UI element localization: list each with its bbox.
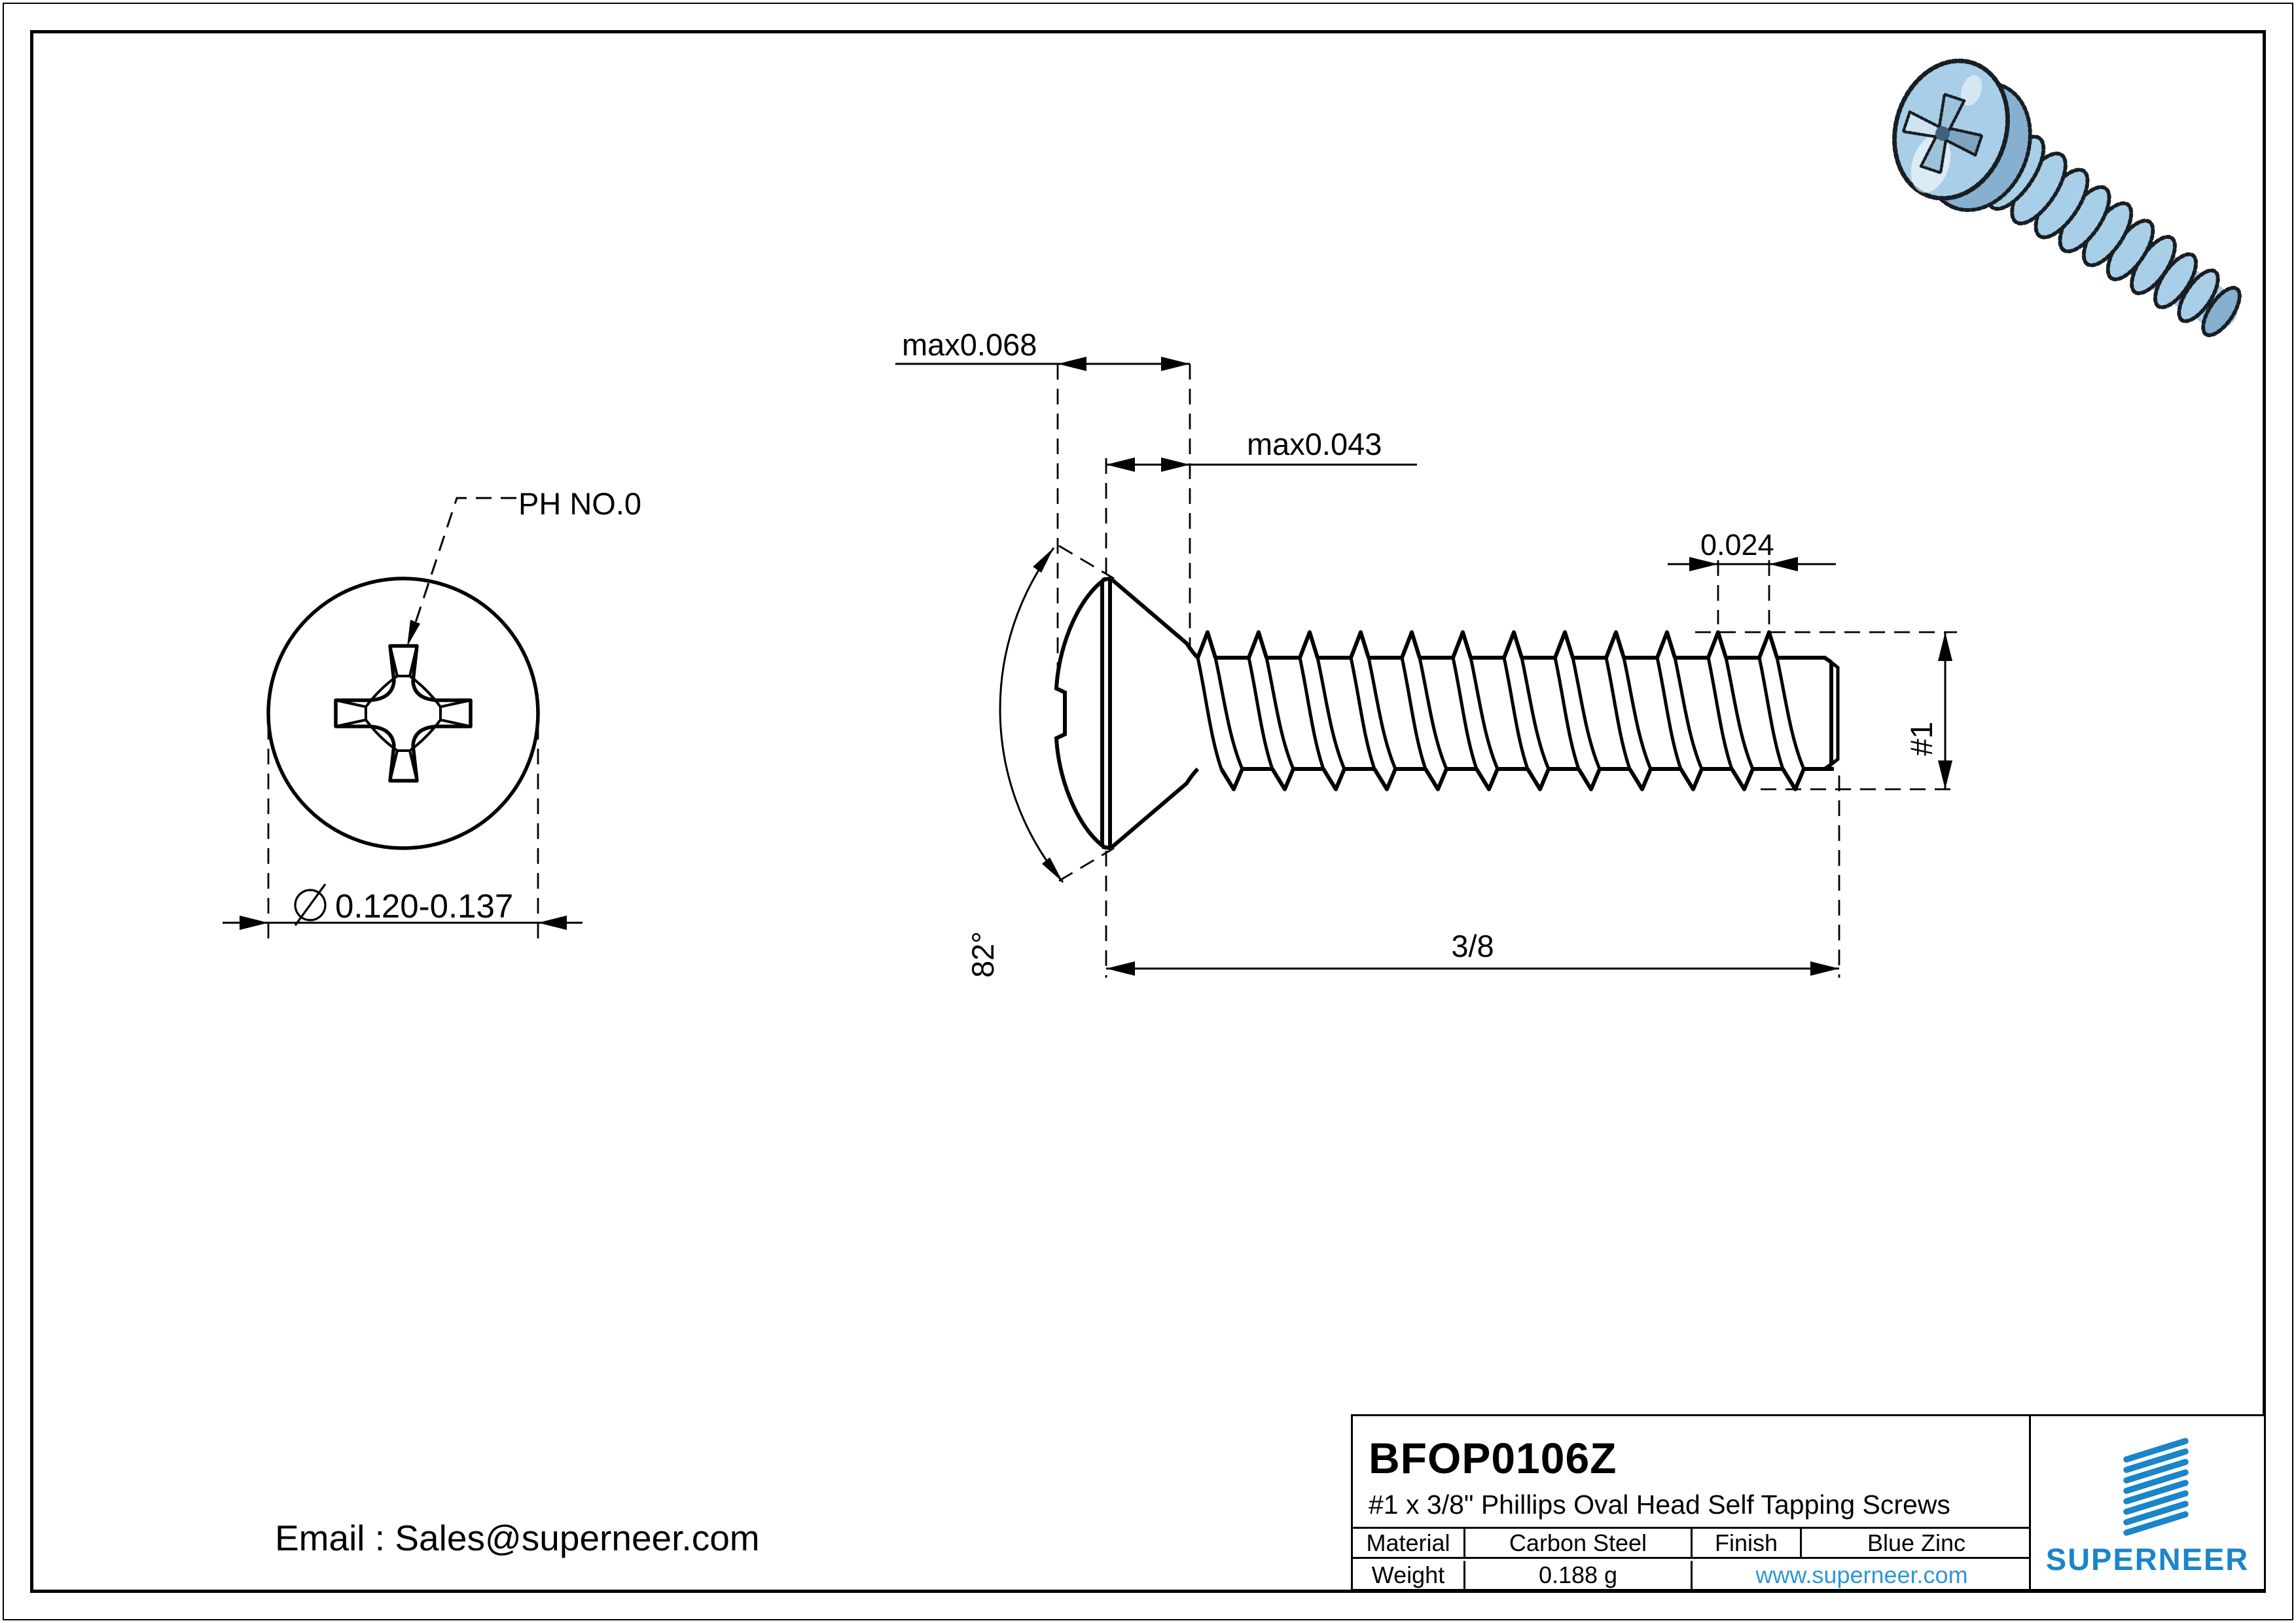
website-link[interactable]: www.superneer.com	[1755, 1561, 1968, 1588]
material-row	[1353, 1529, 2031, 1559]
diameter-value: 0.120-0.137	[335, 887, 514, 925]
phillips-recess-chamfers	[336, 646, 471, 781]
weight-value: 0.188 g	[1463, 1561, 1691, 1589]
part-description: #1 x 3/8" Phillips Oval Head Self Tapping Screws	[1369, 1489, 1950, 1520]
leader-arrowhead	[407, 620, 420, 647]
finish-label: Finish	[1691, 1529, 1800, 1557]
weight-label: Weight	[1371, 1561, 1445, 1588]
front-view	[223, 486, 641, 946]
head-angle-label: 82°	[965, 931, 1000, 978]
head-side-height-label: max0.043	[1247, 427, 1382, 461]
head-side-height-dimension	[1106, 427, 1417, 978]
head-angle-dimension	[965, 546, 1114, 978]
head-outline-circle	[268, 579, 538, 848]
major-diameter-label: #1	[1904, 721, 1939, 756]
head-height-dimension	[895, 327, 1190, 688]
part-number: BFOP0106Z	[1369, 1434, 1617, 1482]
website-cell	[1691, 1561, 2031, 1589]
superneer-logo-icon	[2117, 1435, 2195, 1543]
length-dimension	[1106, 776, 1839, 978]
pitch-dimension	[1668, 528, 1836, 624]
recess-label: PH NO.0	[518, 486, 642, 521]
length-label: 3/8	[1451, 929, 1494, 963]
diameter-symbol-icon	[295, 884, 325, 925]
phillips-recess-outline	[336, 646, 471, 781]
recess-leader	[407, 498, 516, 647]
thread-profile	[1198, 632, 1838, 789]
weight-row	[1353, 1561, 2031, 1589]
email-contact: Email : Sales@superneer.com	[275, 1518, 760, 1558]
material-label: Material	[1366, 1529, 1450, 1556]
title-block-title-cell	[1353, 1416, 2031, 1529]
pitch-label: 0.024	[1700, 528, 1774, 562]
title-block	[1351, 1414, 2266, 1591]
side-view	[895, 327, 1957, 978]
screw-head-profile	[1056, 579, 1198, 848]
brand-name: SUPERNEER	[2045, 1542, 2250, 1577]
brand-cell	[2029, 1416, 2264, 1589]
material-value: Carbon Steel	[1463, 1529, 1691, 1557]
title-block-main	[1353, 1416, 2031, 1589]
finish-value: Blue Zinc	[1800, 1529, 2031, 1557]
head-height-label: max0.068	[902, 327, 1037, 362]
screw-3d-render	[1877, 46, 2246, 341]
